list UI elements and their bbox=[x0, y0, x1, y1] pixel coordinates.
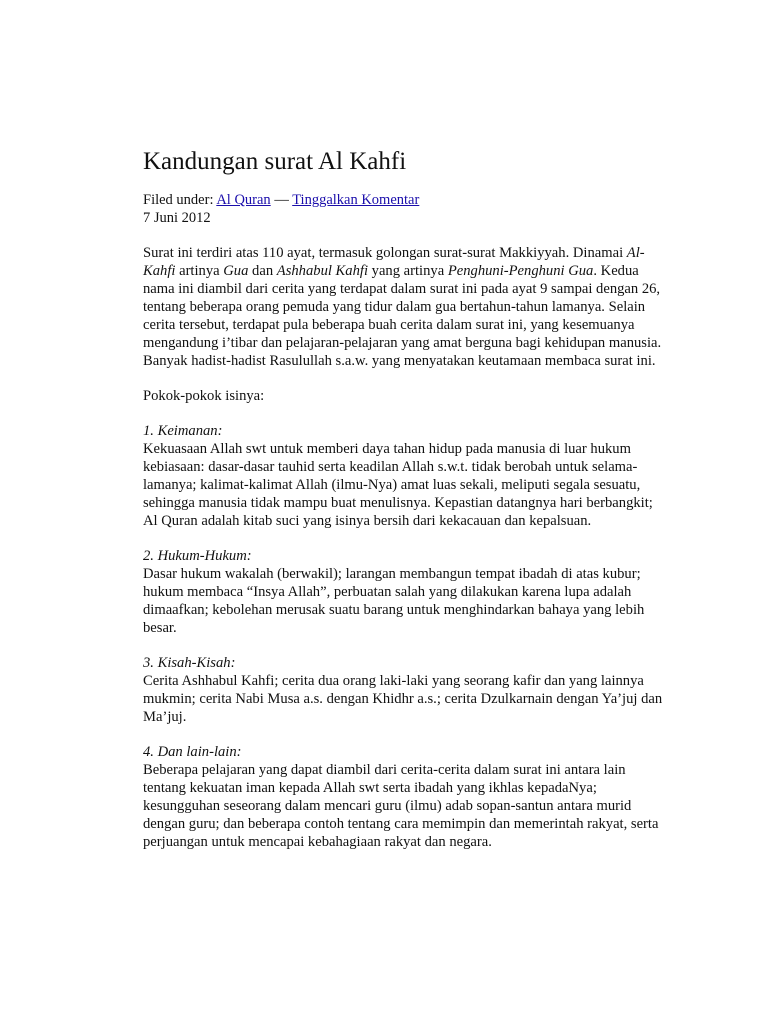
section-text: Kekuasaan Allah swt untuk memberi daya tahan hidup pada manusia di luar hukum kebiasaan: dasar-dasar tauhid serta keadilan Allah s.w.t. tidak berobah untuk selama-lamanya; kalimat-kalimat Allah (ilmu-Nya) amat luas sekali, meliputi segala sesuatu, sehingga manusia tidak mampu buat menulisnya. Kepastian datangnya hari berbangkit; Al Quran adalah kitab suci yang isinya bersih dari kekacauan dan kepalsuan. bbox=[143, 441, 653, 529]
intro-text: yang artinya bbox=[368, 263, 448, 279]
post-date: 7 Juni 2012 bbox=[143, 210, 211, 226]
pokok-heading: Pokok-pokok isinya: bbox=[143, 388, 265, 404]
intro-text: dan bbox=[248, 263, 277, 279]
intro-emphasis: Penghuni-Penghuni Gua bbox=[447, 263, 594, 279]
section-text: Cerita Ashhabul Kahfi; cerita dua orang laki-laki yang seorang kafir dan yang lainnya mukmin; cerita Nabi Musa a.s. dengan Khidhr a.s.; cerita Dzulkarnain dengan Ya’juj dan Ma’juj. bbox=[143, 673, 663, 725]
filed-under-label: Filed under: bbox=[143, 192, 217, 208]
intro-emphasis: Gua bbox=[223, 263, 249, 279]
section-title: 4. Dan lain-lain: bbox=[143, 744, 242, 760]
section-hukum bbox=[143, 547, 663, 637]
section-lain-lain bbox=[143, 743, 663, 851]
article-title: Kandungan surat Al Kahfi bbox=[143, 148, 407, 175]
post-meta bbox=[143, 191, 663, 227]
section-title: 1. Keimanan: bbox=[143, 423, 223, 439]
section-keimanan bbox=[143, 422, 663, 530]
intro-text: . Kedua nama ini diambil dari cerita yang terdapat dalam surat ini pada ayat 9 sampai dengan 26, tentang beberapa orang pemuda yang tidur dalam gua bertahun-tahun lamanya. Selain cerita tersebut, terdapat pula beberapa buah cerita dalam surat ini, yang kesemuanya mengandung i’tibar dan pelajaran-pelajaran yang amat berguna bagi kehidupan manusia. Banyak hadist-hadist Rasulullah s.a.w. yang menyatakan keutamaan membaca surat ini. bbox=[143, 263, 662, 369]
section-text: Beberapa pelajaran yang dapat diambil dari cerita-cerita dalam surat ini antara lain tentang kekuatan iman kepada Allah swt serta ibadah yang ikhlas kepadaNya; kesungguhan seseorang dalam mencari guru (ilmu) adab sopan-santun antara murid dengan guru; dan beberapa contoh tentang cara memimpin dan memerintah rakyat, serta perjuangan untuk mencapai kebahagiaan rakyat dan negara. bbox=[143, 762, 659, 850]
section-title: 3. Kisah-Kisah: bbox=[143, 655, 236, 671]
comment-link[interactable]: Tinggalkan Komentar bbox=[292, 192, 420, 208]
intro-paragraph bbox=[143, 244, 663, 370]
section-text: Dasar hukum wakalah (berwakil); larangan membangun tempat ibadah di atas kubur; hukum membaca “Insya Allah”, perbuatan salah yang dilakukan karena lupa adalah dimaafkan; kebolehan merusak suatu barang untuk menghindarkan bahaya yang lebih besar. bbox=[143, 566, 645, 636]
intro-emphasis: Ashhabul Kahfi bbox=[276, 263, 368, 279]
category-link[interactable]: Al Quran bbox=[216, 192, 271, 208]
section-kisah bbox=[143, 654, 663, 726]
intro-text: Surat ini terdiri atas 110 ayat, termasuk golongan surat-surat Makkiyyah. Dinamai bbox=[143, 245, 627, 261]
intro-text: artinya bbox=[175, 263, 224, 279]
filed-under-line bbox=[143, 191, 663, 209]
intro-emphasis: Al-Kahfi bbox=[143, 245, 645, 279]
section-title: 2. Hukum-Hukum: bbox=[143, 548, 252, 564]
meta-separator: — bbox=[270, 192, 293, 208]
article bbox=[143, 148, 663, 851]
